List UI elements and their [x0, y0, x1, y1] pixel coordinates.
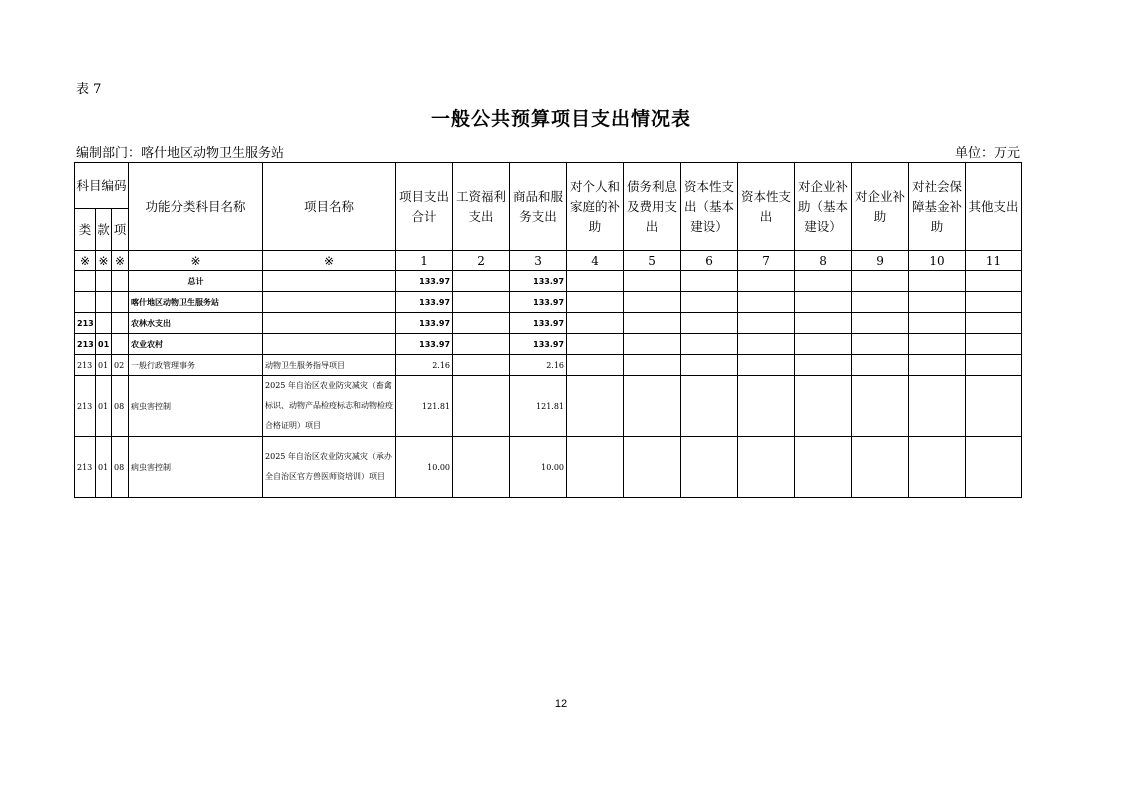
- index-cell: 4: [567, 251, 624, 271]
- cell-xiang: [112, 313, 129, 334]
- table-row: [75, 334, 1022, 355]
- unit-label: 单位：万元: [955, 146, 1021, 161]
- index-cell: ※: [96, 251, 112, 271]
- cell-func-name: 病虫害控制: [129, 376, 263, 437]
- header-col-1: 项目支出合计: [396, 163, 453, 251]
- cell-xiang: [112, 271, 129, 292]
- cell-func-name: 总计: [129, 271, 263, 292]
- cell-lei: 213: [75, 437, 96, 498]
- table-row: [75, 437, 1022, 498]
- cell-goods: 121.81: [510, 376, 567, 437]
- cell-total: 2.16: [396, 355, 453, 376]
- cell-total: 133.97: [396, 334, 453, 355]
- cell-func-name: 喀什地区动物卫生服务站: [129, 292, 263, 313]
- cell-goods: 133.97: [510, 334, 567, 355]
- cell-kuan: 01: [96, 355, 112, 376]
- cell-total: 133.97: [396, 313, 453, 334]
- index-row: [75, 251, 1022, 271]
- index-cell: 8: [795, 251, 852, 271]
- cell-xiang: 08: [112, 437, 129, 498]
- header-func-name: 功能分类科目名称: [129, 163, 263, 251]
- cell-lei: 213: [75, 355, 96, 376]
- cell-xiang: [112, 292, 129, 313]
- cell-proj-name: [263, 271, 396, 292]
- cell-func-name: 病虫害控制: [129, 437, 263, 498]
- cell-proj-name: 动物卫生服务指导项目: [263, 355, 396, 376]
- header-col-7: 资本性支出: [738, 163, 795, 251]
- header-col-11: 其他支出: [966, 163, 1022, 251]
- cell-lei: 213: [75, 376, 96, 437]
- cell-kuan: [96, 292, 112, 313]
- index-cell: 1: [396, 251, 453, 271]
- cell-lei: 213: [75, 313, 96, 334]
- cell-proj-name: [263, 313, 396, 334]
- page-number: 12: [554, 698, 568, 710]
- cell-kuan: [96, 313, 112, 334]
- table-row: [75, 292, 1022, 313]
- index-cell: 6: [681, 251, 738, 271]
- index-cell: 3: [510, 251, 567, 271]
- index-cell: 11: [966, 251, 1022, 271]
- cell-kuan: 01: [96, 376, 112, 437]
- cell-total: 10.00: [396, 437, 453, 498]
- cell-proj-name: [263, 292, 396, 313]
- index-cell: 5: [624, 251, 681, 271]
- cell-goods: 133.97: [510, 292, 567, 313]
- cell-xiang: 02: [112, 355, 129, 376]
- cell-proj-name: 2025 年自治区农业防灾减灾（承办全自治区官方兽医师资培训）项目: [263, 437, 396, 498]
- cell-lei: [75, 292, 96, 313]
- cell-total: 133.97: [396, 292, 453, 313]
- index-cell: 2: [453, 251, 510, 271]
- index-cell: ※: [112, 251, 129, 271]
- index-cell: ※: [263, 251, 396, 271]
- header-proj-name: 项目名称: [263, 163, 396, 251]
- table-number: 表 7: [76, 82, 102, 97]
- cell-total: 121.81: [396, 376, 453, 437]
- header-col-3: 商品和服务支出: [510, 163, 567, 251]
- header-col-2: 工资福利支出: [453, 163, 510, 251]
- header-col-6: 资本性支出（基本建设）: [681, 163, 738, 251]
- cell-goods: 133.97: [510, 271, 567, 292]
- cell-goods: 133.97: [510, 313, 567, 334]
- index-cell: 10: [909, 251, 966, 271]
- cell-lei: 213: [75, 334, 96, 355]
- cell-lei: [75, 271, 96, 292]
- cell-kuan: 01: [96, 334, 112, 355]
- table-row: [75, 355, 1022, 376]
- cell-total: 133.97: [396, 271, 453, 292]
- cell-proj-name: [263, 334, 396, 355]
- index-cell: 9: [852, 251, 909, 271]
- table-row: [75, 313, 1022, 334]
- header-col-10: 对社会保障基金补助: [909, 163, 966, 251]
- cell-kuan: 01: [96, 437, 112, 498]
- header-xiang: 项: [112, 209, 129, 251]
- cell-proj-name: 2025 年自治区农业防灾减灾（畜禽标识、动物产品检疫标志和动物检疫合格证明）项目: [263, 376, 396, 437]
- index-cell: 7: [738, 251, 795, 271]
- cell-kuan: [96, 271, 112, 292]
- cell-goods: 2.16: [510, 355, 567, 376]
- header-col-4: 对个人和家庭的补助: [567, 163, 624, 251]
- table-row: [75, 271, 1022, 292]
- header-col-9: 对企业补助: [852, 163, 909, 251]
- header-code: 科目编码: [75, 163, 129, 209]
- header-kuan: 款: [96, 209, 112, 251]
- header-lei: 类: [75, 209, 96, 251]
- header-col-5: 债务利息及费用支出: [624, 163, 681, 251]
- cell-func-name: 农林水支出: [129, 313, 263, 334]
- cell-xiang: [112, 334, 129, 355]
- cell-func-name: 一般行政管理事务: [129, 355, 263, 376]
- cell-func-name: 农业农村: [129, 334, 263, 355]
- table-row: [75, 376, 1022, 437]
- header-col-8: 对企业补助（基本建设）: [795, 163, 852, 251]
- budget-table: [74, 162, 1022, 498]
- index-cell: ※: [129, 251, 263, 271]
- department-label: 编制部门：喀什地区动物卫生服务站: [76, 146, 285, 161]
- cell-goods: 10.00: [510, 437, 567, 498]
- index-cell: ※: [75, 251, 96, 271]
- cell-xiang: 08: [112, 376, 129, 437]
- page-title: 一般公共预算项目支出情况表: [430, 108, 691, 130]
